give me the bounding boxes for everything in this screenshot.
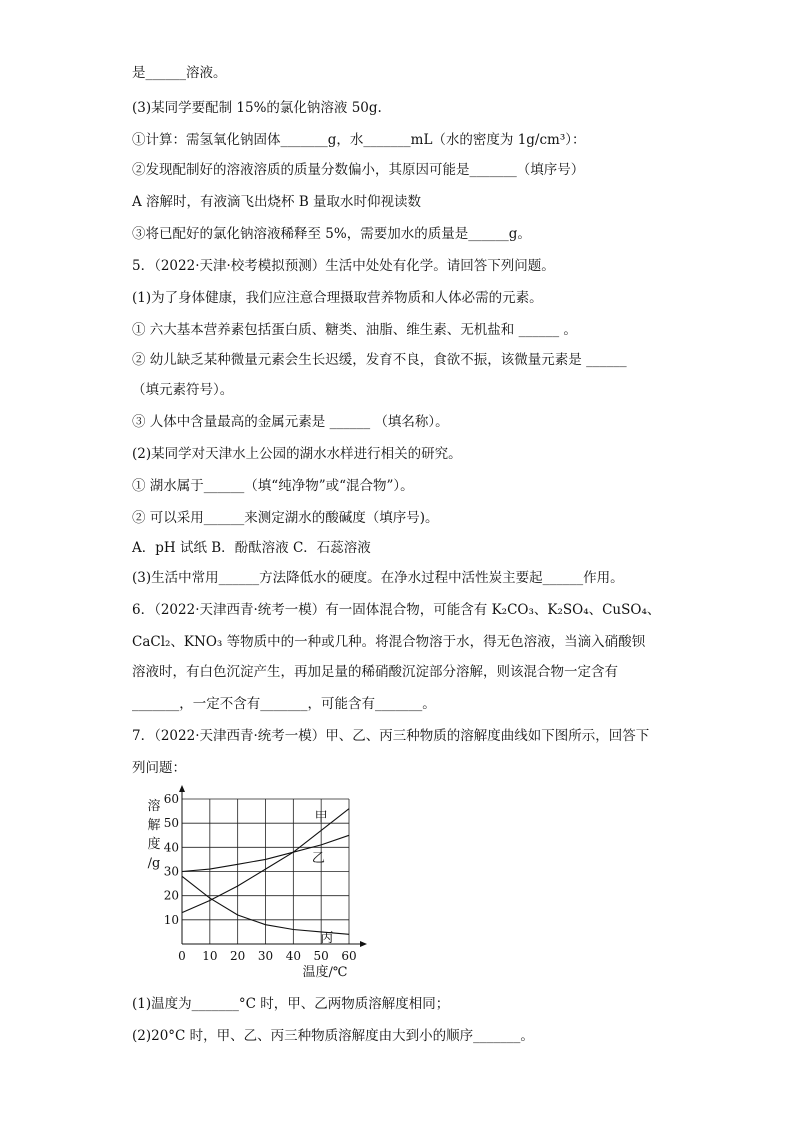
- series-label: 乙: [311, 851, 325, 866]
- y-axis-label: 度: [147, 837, 161, 852]
- text-line: ① 湖水属于______（填“纯净物”或“混合物”）。: [132, 478, 414, 494]
- text-line: ③ 人体中含量最高的金属元素是 ______ （填名称）。: [132, 414, 449, 430]
- question-line: (2)20°C 时，甲、乙、丙三种物质溶解度由大到小的顺序_______。: [132, 1028, 534, 1044]
- text-line: 5．（2022·天津·校考模拟预测）生活中处处有化学。请回答下列问题。: [132, 258, 555, 274]
- series-label: 丙: [320, 930, 334, 946]
- text-line: 是______溶液。: [132, 65, 227, 81]
- x-axis-arrow: [360, 941, 367, 947]
- x-tick-label: 10: [202, 949, 218, 963]
- x-tick-label: 20: [230, 949, 246, 963]
- x-tick-label: 30: [257, 949, 274, 963]
- text-line: (3)某同学要配制 15%的氯化钠溶液 50g.: [132, 100, 382, 116]
- x-tick-label: 0: [178, 949, 186, 963]
- series-label: 甲: [314, 809, 328, 825]
- text-line: 6．（2022·天津西青·统考一模）有一固体混合物，可能含有 K₂CO₃、K₂SO₄、CuSO₄、: [132, 602, 661, 618]
- y-tick-label: 40: [163, 840, 179, 855]
- text-line: ② 幼儿缺乏某种微量元素会生长迟缓，发育不良，食欲不振，该微量元素是 ______: [132, 352, 627, 368]
- y-axis-arrow: [179, 785, 185, 792]
- y-tick-label: 10: [163, 912, 179, 927]
- y-tick-label: 30: [163, 864, 179, 879]
- y-axis-label: /g: [147, 856, 161, 871]
- x-tick-label: 60: [341, 949, 357, 963]
- x-tick-label: 40: [285, 949, 301, 963]
- text-line: 列问题：: [132, 760, 186, 776]
- solubility-chart: [140, 782, 370, 982]
- text-line: ① 六大基本营养素包括蛋白质、糖类、油脂、维生素、无机盐和 ______ 。: [132, 322, 577, 338]
- text-line: _______，一定不含有_______，可能含有_______。: [132, 696, 436, 712]
- text-line: ①计算：需氢氧化钠固体_______g，水_______mL（水的密度为 1g/cm³）：: [132, 132, 586, 148]
- text-line: 溶液时，有白色沉淀产生，再加足量的稀硝酸沉淀部分溶解，则该混合物一定含有: [132, 664, 618, 680]
- text-line: A 溶解时，有液滴飞出烧杯 B 量取水时仰视读数: [132, 194, 422, 210]
- y-axis-label: 解: [147, 818, 161, 833]
- text-line: ②发现配制好的溶液溶质的质量分数偏小，其原因可能是_______（填序号）: [132, 162, 585, 178]
- x-axis-label: 温度/℃: [302, 965, 348, 980]
- y-tick-label: 50: [163, 816, 179, 831]
- text-line: ③将已配好的氯化钠溶液稀释至 5%，需要加水的质量是______g。: [132, 226, 531, 242]
- y-tick-label: 20: [163, 888, 179, 903]
- text-line: (3)生活中常用______方法降低水的硬度。在净水过程中活性炭主要起______作用。: [132, 570, 624, 586]
- text-line: A．pH 试纸 B．酚酞溶液 C．石蕊溶液: [132, 540, 371, 556]
- x-tick-label: 50: [313, 949, 329, 963]
- text-line: (1)为了身体健康，我们应注意合理摄取营养物质和人体必需的元素。: [132, 290, 543, 306]
- y-tick-label: 60: [163, 792, 179, 806]
- text-line: ② 可以采用______来测定湖水的酸碱度（填序号)。: [132, 510, 439, 526]
- text-line: CaCl₂、KNO₃ 等物质中的一种或几种。将混合物溶于水，得无色溶液，当滴入硝酸钡: [132, 634, 646, 650]
- text-line: (2)某同学对天津水上公园的湖水水样进行相关的研究。: [132, 446, 462, 462]
- text-line: （填元素符号）。: [132, 382, 234, 398]
- question-line: (1)温度为_______°C 时，甲、乙两物质溶解度相同；: [132, 996, 450, 1012]
- y-axis-label: 溶: [147, 799, 161, 814]
- text-line: 7．（2022·天津西青·统考一模）甲、乙、丙三种物质的溶解度曲线如下图所示，回答下: [132, 728, 650, 744]
